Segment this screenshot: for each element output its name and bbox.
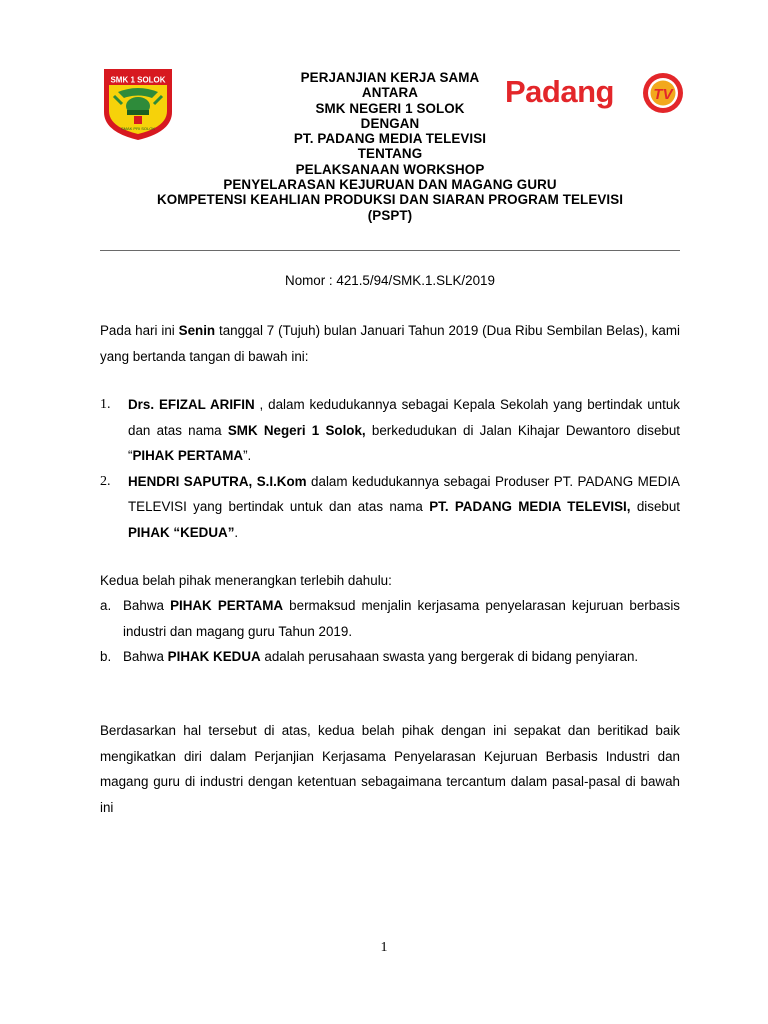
opening-text: tanggal 7 (Tujuh) bulan Januari Tahun 2019 (Dua Ribu Sembilan Belas), kami yang bertanda tangan di bawah ini: — [100, 323, 680, 364]
party-role: PIHAK PERTAMA — [132, 448, 244, 463]
title-line: DENGAN — [360, 115, 420, 131]
point-text: bermaksud menjalin kerjasama penyelarasan kejuruan berbasis industri dan magang guru Tahun 2019. — [123, 598, 680, 639]
party-number: 1. — [100, 397, 111, 412]
point-item — [100, 644, 680, 670]
party-text: dalam kedudukannya sebagai Produser PT. PADANG MEDIA TELEVISI yang bertindak untuk dan atas nama — [128, 473, 680, 514]
opening-text: Pada hari ini — [100, 323, 179, 338]
title-line: (PSPT) — [367, 207, 413, 223]
point-letter: b. — [100, 649, 112, 664]
title-line: ANTARA — [361, 85, 419, 101]
party-number: 2. — [100, 473, 111, 489]
padang-tv-wordmark: Padang — [505, 74, 614, 109]
title-line: PELAKSANAAN WORKSHOP — [295, 161, 485, 177]
header-divider — [100, 250, 680, 251]
opening-day: Senin — [178, 323, 216, 338]
agreement-title — [100, 70, 680, 223]
title-line: PT. PADANG MEDIA TELEVISI — [293, 131, 487, 147]
school-logo-top-text: SMK 1 SOLOK — [110, 75, 166, 85]
title-line: PERJANJIAN KERJA SAMA — [300, 70, 480, 85]
point-item — [100, 593, 680, 644]
points-list — [100, 593, 680, 670]
party-item — [100, 392, 680, 469]
party-text: ”. — [243, 448, 252, 463]
party-item — [100, 469, 680, 546]
document-number: Nomor : 421.5/94/SMK.1.SLK/2019 — [285, 273, 495, 288]
opening-paragraph — [100, 318, 680, 369]
closing-paragraph: Berdasarkan hal tersebut di atas, kedua belah pihak dengan ini sepakat dan beritikad baik mengikatkan diri dalam Perjanjian Kerjasama Penyelarasan Kejuruan Berbasis Industri dan magang guru di industri dengan ketentuan sebagaimana tercantum dalam pasal-pasal di bawah ini — [100, 723, 680, 815]
tv-badge-text: TV — [653, 86, 673, 103]
party-org: PT. PADANG MEDIA TELEVISI, — [429, 499, 631, 514]
party-role: PIHAK “KEDUA” — [128, 524, 235, 540]
title-line: PENYELARASAN KEJURUAN DAN MAGANG GURU — [223, 177, 557, 193]
party-org: SMK Negeri 1 Solok, — [227, 422, 366, 438]
point-text: adalah perusahaan swasta yang bergerak di bidang penyiaran. — [260, 649, 639, 664]
party-text: berkedudukan di Jalan Kihajar Dewantoro disebut “ — [128, 422, 681, 463]
page-number: 1 — [380, 940, 388, 955]
point-text: Bahwa — [123, 649, 168, 664]
title-line: KOMPETENSI KEAHLIAN PRODUKSI DAN SIARAN PROGRAM TELEVISI — [156, 192, 624, 208]
party-name: HENDRI SAPUTRA, S.I.Kom — [128, 473, 307, 489]
point-letter: a. — [100, 598, 112, 613]
party-name: Drs. EFIZAL ARIFIN — [128, 397, 255, 412]
party-text: , dalam kedudukannya sebagai Kepala Sekolah yang bertindak untuk dan atas nama — [128, 397, 680, 438]
title-line: TENTANG — [357, 146, 423, 162]
title-line: SMK NEGERI 1 SOLOK — [315, 100, 465, 116]
party-text: . — [234, 524, 239, 540]
parties-list — [100, 392, 680, 545]
point-text: Bahwa — [123, 598, 171, 613]
party-text: disebut — [630, 499, 681, 514]
point-bold: PIHAK PERTAMA — [170, 598, 284, 613]
intro-paragraph: Kedua belah pihak menerangkan terlebih dahulu: — [100, 573, 392, 588]
point-bold: PIHAK KEDUA — [167, 649, 261, 664]
school-logo-bottom-text: SMAK PRI SOLOK — [120, 126, 156, 131]
